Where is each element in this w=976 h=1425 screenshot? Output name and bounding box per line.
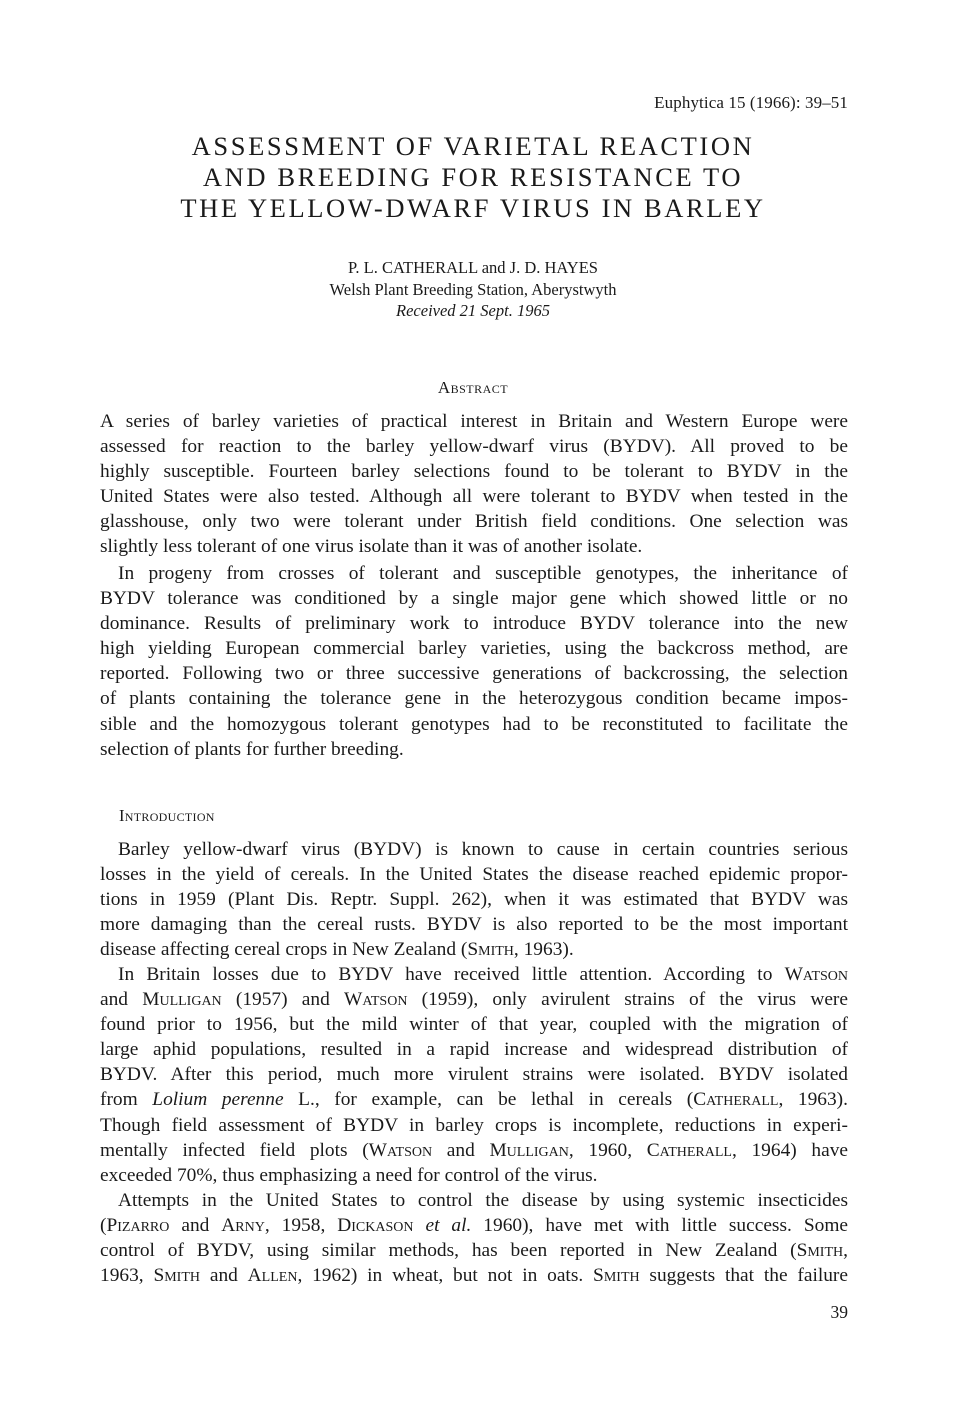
text-line: found prior to 1956, but the mild winter of that year, coupled with the migration of <box>100 1014 848 1036</box>
cited-author: Smith <box>593 1265 640 1287</box>
text-run: In Britain losses due to BYDV have received little attention. According to <box>118 964 785 985</box>
text-line <box>100 962 848 987</box>
text-run: and <box>200 1265 248 1287</box>
text-line: In progeny from crosses of tolerant and susceptible genotypes, the inheritance of <box>118 563 848 584</box>
text-line: BYDV tolerance was conditioned by a single major gene which showed little or no <box>100 588 848 610</box>
text-run: and <box>100 989 143 1011</box>
text-line: BYDV. After this period, much more virulent strains were isolated. BYDV isolated <box>100 1064 848 1086</box>
text-run: ( <box>100 1215 107 1237</box>
cited-author: Dickason <box>337 1215 414 1237</box>
text-line: reported. Following two or three successive generations of backcrossing, the selection <box>100 663 848 685</box>
cited-author: Mulligan <box>142 989 222 1011</box>
species-name: Lolium perenne <box>152 1089 284 1111</box>
cited-author: Arny <box>221 1215 265 1237</box>
text-run: suggests that the failure <box>639 1265 848 1287</box>
text-run: , 1962) in wheat, but not in oats. <box>297 1265 594 1287</box>
authors: P. L. CATHERALL and J. D. HAYES <box>348 258 598 277</box>
abstract-paragraph <box>100 409 848 560</box>
text-line: losses in the yield of cereals. In the United States the disease reached epidemic propor- <box>100 864 848 886</box>
cited-author: Smith <box>467 939 514 961</box>
text-line <box>100 987 848 1012</box>
text-line: high yielding European commercial barley varieties, using the backcross method, are <box>100 638 848 660</box>
text-line <box>100 1213 848 1238</box>
introduction-paragraph <box>100 962 848 1188</box>
text-line: tions in 1959 (Plant Dis. Reptr. Suppl. 262), when it was estimated that BYDV was <box>100 889 848 911</box>
page-number: 39 <box>830 1302 848 1322</box>
title-line: AND BREEDING FOR RESISTANCE TO <box>202 162 744 192</box>
introduction-paragraph <box>100 837 848 962</box>
text-line: more damaging than the cereal rusts. BYDV is also reported to be the most important <box>100 914 848 936</box>
text-line: glasshouse, only two were tolerant under British field conditions. One selection was <box>100 511 848 533</box>
cited-author: Mulligan <box>489 1139 569 1161</box>
text-line <box>100 1087 848 1112</box>
paper-title <box>0 131 946 224</box>
title-line: THE YELLOW-DWARF VIRUS IN BARLEY <box>180 193 766 223</box>
text-run: , 1964) have <box>731 1139 848 1161</box>
text-run: (1957) and <box>221 989 345 1011</box>
text-run: control of BYDV, using similar methods, has been reported in New Zealand ( <box>100 1240 797 1262</box>
abstract-heading: Abstract <box>437 378 509 397</box>
cited-author: Smith <box>153 1265 201 1287</box>
abstract-paragraph <box>100 561 848 762</box>
cited-author: Watson <box>368 1139 433 1161</box>
text-line: large aphid populations, resulted in a rapid increase and widespread distribution of <box>100 1039 848 1061</box>
text-run: and <box>169 1215 222 1237</box>
text-line: slightly less tolerant of one virus isolate than it was of another isolate. <box>100 536 643 558</box>
text-run: , 1963). <box>513 939 574 961</box>
text-line <box>100 1138 848 1163</box>
cited-author: Smith <box>796 1240 844 1262</box>
text-line <box>100 1238 848 1263</box>
text-run: from <box>100 1089 153 1111</box>
text-run: (1959), only avirulent strains of the virus were <box>407 989 848 1011</box>
text-run: , 1958, <box>264 1215 338 1237</box>
text-line: highly susceptible. Fourteen barley selections found to be tolerant to BYDV in the <box>100 461 848 483</box>
cited-author: Pizarro <box>106 1215 170 1237</box>
et-al: et al. <box>413 1215 472 1237</box>
text-run: 1963, <box>100 1265 154 1287</box>
text-run: and <box>432 1139 490 1161</box>
introduction-heading: Introduction <box>119 806 215 825</box>
text-run: 1960), have met with little success. Some <box>471 1215 849 1237</box>
text-line: A series of barley varieties of practical interest in Britain and Western Europe were <box>100 411 848 432</box>
cited-author: Catherall <box>693 1089 779 1111</box>
cited-author: Catherall <box>646 1139 732 1161</box>
title-line: ASSESSMENT OF VARIETAL REACTION <box>191 131 755 161</box>
text-run: L., for example, can be lethal in cereals ( <box>283 1089 694 1111</box>
text-run: mentally infected field plots ( <box>100 1139 369 1161</box>
text-line: of plants containing the tolerance gene in the heterozygous condition became impos- <box>100 688 848 710</box>
text-line: Though field assessment of BYDV in barley crops is incomplete, reductions in experi- <box>100 1114 848 1136</box>
cited-author: Watson <box>344 989 408 1011</box>
text-run: , 1960, <box>568 1139 647 1161</box>
text-line: Barley yellow-dwarf virus (BYDV) is known to cause in certain countries serious <box>118 839 848 860</box>
text-line: Attempts in the United States to control the disease by using systemic insecticides <box>118 1190 848 1211</box>
received-date: Received 21 Sept. 1965 <box>396 301 550 320</box>
journal-reference: Euphytica 15 (1966): 39–51 <box>654 93 848 112</box>
text-line <box>100 1263 848 1288</box>
text-run: , 1963). <box>778 1089 848 1111</box>
text-line <box>100 937 848 962</box>
text-line: sible and the homozygous tolerant genotypes had to be reconstituted to facilitate the <box>100 713 848 735</box>
text-line: dominance. Results of preliminary work to introduce BYDV tolerance into the new <box>100 613 848 635</box>
text-run: disease affecting cereal crops in New Zealand ( <box>100 939 468 961</box>
text-line: exceeded 70%, thus emphasizing a need for control of the virus. <box>100 1164 598 1186</box>
cited-author: Allen <box>247 1265 298 1287</box>
affiliation: Welsh Plant Breeding Station, Aberystwyth <box>329 280 617 299</box>
text-line: assessed for reaction to the barley yellow-dwarf virus (BYDV). All proved to be <box>100 436 848 458</box>
text-line: United States were also tested. Although all were tolerant to BYDV when tested in the <box>100 486 848 508</box>
text-run: , <box>843 1240 848 1262</box>
introduction-paragraph <box>100 1188 848 1288</box>
cited-author: Watson <box>784 964 848 985</box>
text-line: selection of plants for further breeding. <box>100 738 404 760</box>
